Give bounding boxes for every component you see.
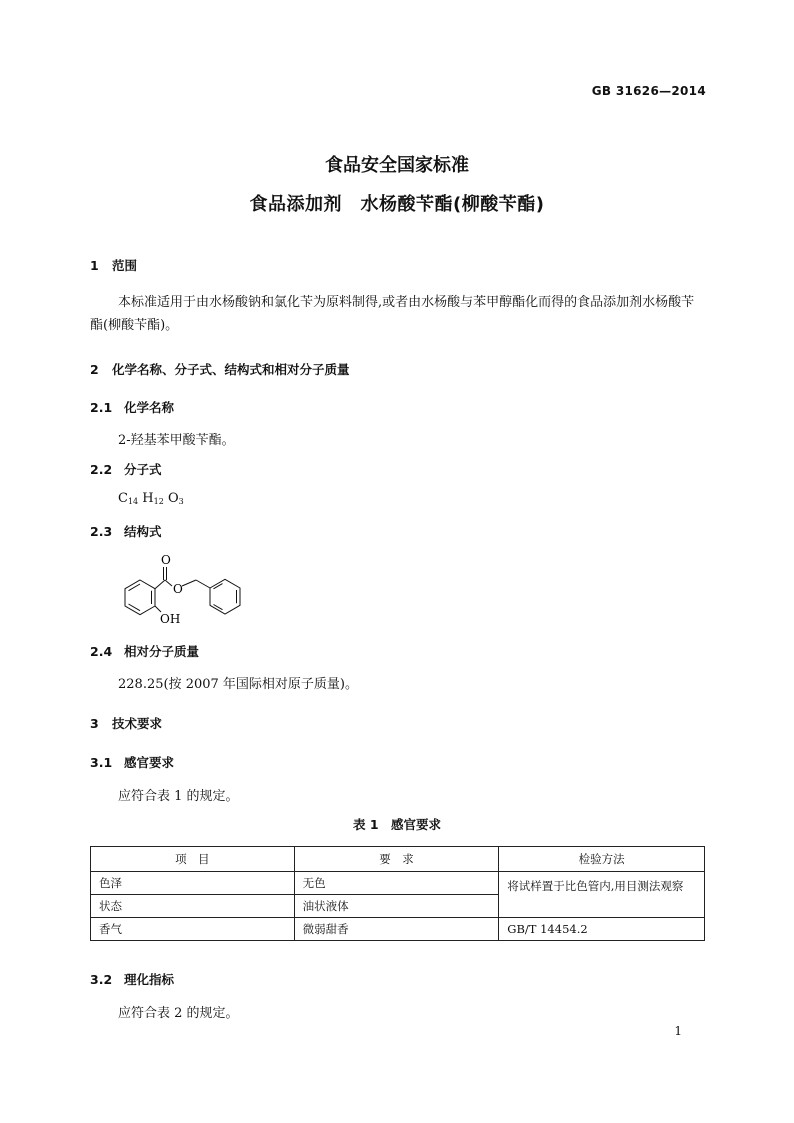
chemical-name-text: 2-羟基苯甲酸苄酯。 bbox=[118, 433, 235, 448]
section-number: 2 bbox=[90, 362, 99, 377]
section-title: 相对分子质量 bbox=[124, 644, 200, 659]
section-title: 化学名称、分子式、结构式和相对分子质量 bbox=[112, 362, 350, 377]
ester-oxygen-label: O bbox=[173, 582, 183, 596]
section-2-3-heading bbox=[90, 522, 162, 540]
section-number: 2.2 bbox=[90, 462, 113, 477]
section-number: 1 bbox=[90, 258, 99, 273]
carbonyl-oxygen-label: O bbox=[161, 553, 171, 567]
table-cell-requirement: 油状液体 bbox=[294, 895, 499, 918]
section-title: 结构式 bbox=[124, 524, 162, 539]
formula-element: H bbox=[142, 491, 154, 506]
molecular-mass-text: 228.25(按 2007 年国际相对原子质量)。 bbox=[118, 677, 358, 692]
molecular-formula bbox=[118, 491, 184, 506]
section-2-heading bbox=[90, 360, 350, 378]
table-row bbox=[91, 872, 705, 895]
section-3-2-heading bbox=[90, 970, 174, 988]
structural-formula bbox=[110, 550, 260, 630]
section-2-2-heading bbox=[90, 460, 162, 478]
standard-code: GB 31626—2014 bbox=[591, 84, 706, 98]
section-title: 理化指标 bbox=[124, 972, 175, 987]
table-cell-requirement: 无色 bbox=[294, 872, 499, 895]
section-title: 范围 bbox=[112, 258, 138, 273]
section-title: 化学名称 bbox=[124, 400, 175, 415]
formula-element: O bbox=[167, 491, 179, 506]
formula-element: C bbox=[118, 491, 128, 506]
page-title-line2: 食品添加剂 水杨酸苄酯(柳酸苄酯) bbox=[249, 194, 545, 215]
page-number: 1 bbox=[674, 1024, 682, 1038]
sensory-requirements-table bbox=[90, 846, 705, 941]
section-number: 2.3 bbox=[90, 524, 113, 539]
section-1-heading bbox=[90, 256, 137, 274]
table-cell-item: 色泽 bbox=[91, 872, 295, 895]
table-header-row bbox=[91, 847, 705, 872]
table-cell-requirement: 微弱甜香 bbox=[294, 918, 499, 941]
page-title-line1: 食品安全国家标准 bbox=[325, 155, 469, 176]
section-3-1-text: 应符合表 1 的规定。 bbox=[118, 789, 239, 804]
section-number: 3.2 bbox=[90, 972, 113, 987]
section-3-2-text: 应符合表 2 的规定。 bbox=[118, 1006, 239, 1021]
section-number: 3 bbox=[90, 716, 99, 731]
table-1-caption: 表 1 感官要求 bbox=[352, 817, 442, 832]
table-header-cell: 项 目 bbox=[91, 847, 295, 872]
section-2-4-heading bbox=[90, 642, 199, 660]
formula-subscript: 12 bbox=[153, 497, 164, 506]
table-cell-method: 将试样置于比色管内,用目测法观察 bbox=[499, 872, 705, 918]
table-cell-method: GB/T 14454.2 bbox=[499, 918, 705, 941]
section-number: 3.1 bbox=[90, 755, 113, 770]
section-title: 技术要求 bbox=[112, 716, 163, 731]
section-3-1-heading bbox=[90, 753, 174, 771]
section-3-heading bbox=[90, 714, 162, 732]
hydroxyl-label: OH bbox=[160, 612, 181, 626]
table-header-cell: 要 求 bbox=[294, 847, 499, 872]
section-number: 2.1 bbox=[90, 400, 113, 415]
table-header-cell: 检验方法 bbox=[499, 847, 705, 872]
section-title: 感官要求 bbox=[124, 755, 175, 770]
table-cell-item: 香气 bbox=[91, 918, 295, 941]
formula-subscript: 3 bbox=[178, 497, 184, 506]
section-title: 分子式 bbox=[124, 462, 162, 477]
section-2-1-heading bbox=[90, 398, 174, 416]
section-1-text: 本标准适用于由水杨酸钠和氯化苄为原料制得,或者由水杨酸与苯甲醇酯化而得的食品添加剂水杨酸苄酯(柳酸苄酯)。 bbox=[90, 295, 695, 333]
table-cell-item: 状态 bbox=[91, 895, 295, 918]
table-row bbox=[91, 918, 705, 941]
formula-subscript: 14 bbox=[127, 497, 139, 506]
section-number: 2.4 bbox=[90, 644, 113, 659]
